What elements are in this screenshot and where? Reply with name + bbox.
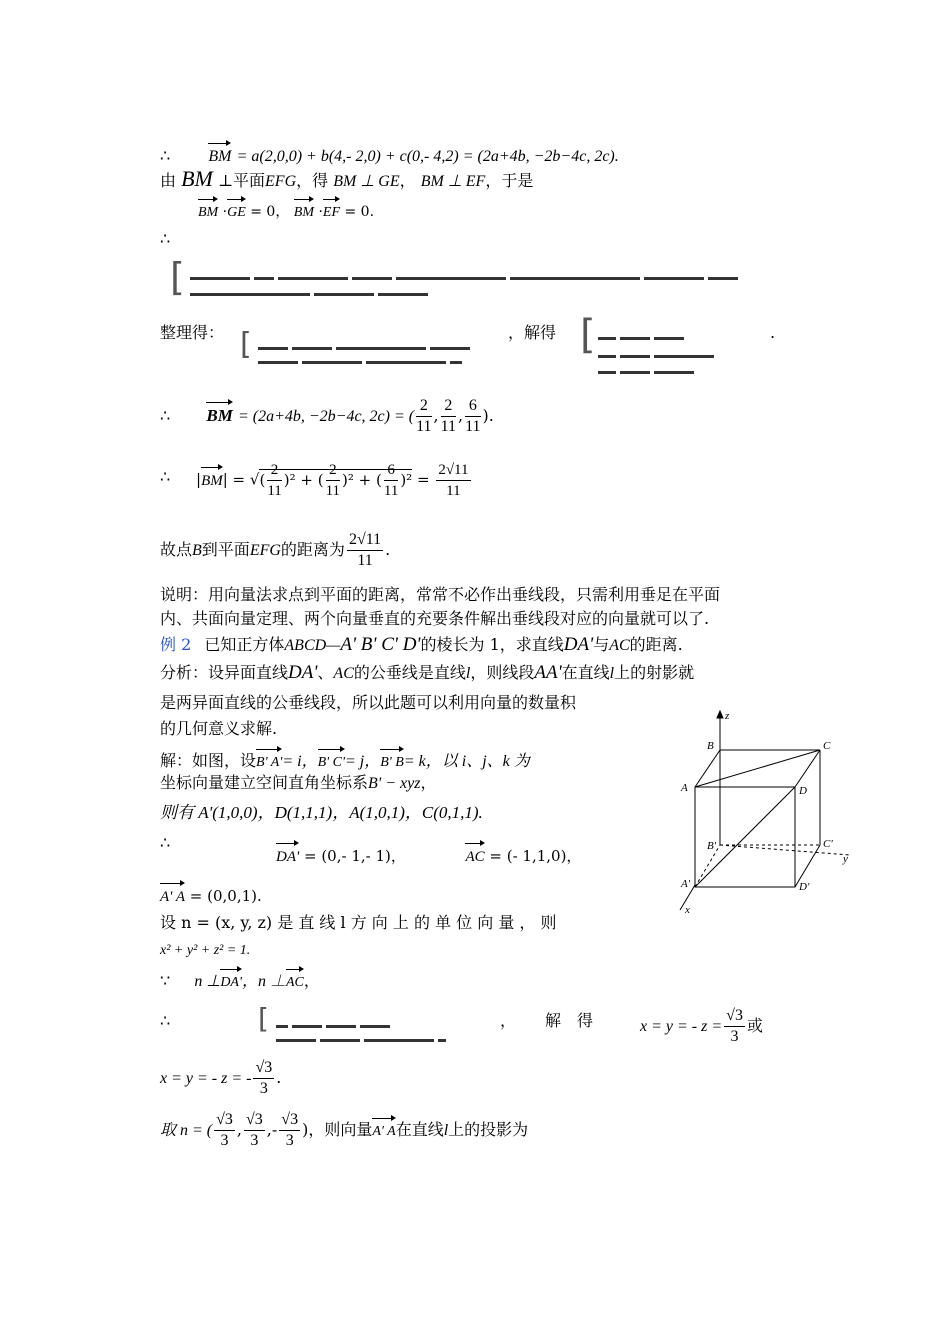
text-or: 或 — [746, 1016, 763, 1035]
vector-bm: BM — [206, 399, 232, 427]
text: 到平面 — [201, 540, 250, 559]
diagonal-ad — [695, 787, 795, 887]
label-d: D — [799, 785, 807, 797]
frac-den: 3 — [259, 1080, 268, 1097]
garbled-equation-system-row2 — [190, 284, 880, 303]
brace-left: [ — [170, 255, 185, 299]
vector-bm: BM — [294, 196, 314, 224]
distance-conclusion — [160, 530, 390, 571]
frac-num: 2 — [416, 396, 431, 417]
formula-bm-decomposition — [160, 140, 619, 168]
text-plane: 平面 — [233, 171, 266, 190]
vector-aa: A' A — [160, 880, 185, 908]
text: ，则线段 — [470, 663, 535, 682]
frac-den: 11 — [357, 552, 373, 569]
brace-left: [ — [258, 1002, 269, 1035]
text: 的公垂线是直线 — [353, 663, 466, 682]
text: 故点 — [160, 540, 193, 559]
vector-ba: B' A' — [256, 746, 282, 774]
solution-line-2 — [160, 772, 436, 795]
dot-op: · — [318, 204, 323, 220]
text: ,- — [266, 1120, 278, 1139]
comma: ， — [500, 1011, 517, 1030]
ac-value: = (- 1,1,0)， — [489, 847, 582, 865]
vector-ac: AC — [465, 840, 484, 868]
close-paren: ). — [482, 406, 494, 425]
frac-den: 11 — [325, 483, 341, 499]
therefore-symbol: ∴ — [160, 467, 171, 486]
line-ac: AC — [609, 637, 630, 654]
vector-ef: EF — [323, 196, 340, 224]
frac-den: 3 — [220, 1132, 229, 1149]
eq-k: = k，以 i、j、k 为 — [403, 753, 530, 770]
eq-j: = j， — [345, 753, 381, 770]
therefore-symbol: ∴ — [160, 229, 171, 248]
line-da: DA' — [563, 634, 594, 655]
frac-num: 2 — [441, 396, 456, 417]
example-label: 例 2 — [160, 635, 192, 654]
comma: ， — [399, 171, 416, 190]
solution-x-eq-neg — [160, 1058, 281, 1099]
plane-efg: EFG — [265, 173, 297, 190]
text: n ⊥ — [194, 973, 221, 990]
text: 已知正方体 — [204, 635, 285, 654]
frac-den: 11 — [383, 483, 399, 499]
text: ， — [303, 971, 320, 990]
text-so: ，于是 — [485, 171, 534, 190]
garbled-n-system-row2 — [276, 1030, 450, 1049]
vector-da: DA' — [276, 840, 299, 868]
text: ，n ⊥ — [241, 973, 286, 990]
text: 取 n = ( — [160, 1122, 213, 1139]
text: 与 — [593, 635, 610, 654]
label-y: y — [843, 853, 848, 865]
frac-den: 11 — [267, 483, 282, 499]
note-line-1: 说明：用向量法求点到平面的距离，常常不必作出垂线段，只需利用垂足在平面 — [160, 585, 721, 604]
line-l: l — [465, 665, 471, 682]
therefore-symbol: ∴ — [160, 1011, 171, 1030]
bm-magnitude — [160, 466, 170, 488]
frac-num: √3 — [724, 1006, 745, 1027]
solution-coordinates: 则有 A'(1,0,0)，D(1,1,1)，A(1,0,1)，C(0,1,1). — [160, 803, 483, 822]
frac-num: 6 — [384, 460, 398, 481]
frac-den: 11 — [446, 483, 461, 499]
frac-num: 2√11 — [347, 530, 383, 551]
take-n-line: 取 n = ( $\frac{√3}{3}$ , $\frac{√3}{3}$ ,- $\frac{√3}{3}$ )，则向量A' A在直线l上的投影为 — [160, 1111, 529, 1149]
cube-figure — [665, 705, 865, 925]
frac-num: √3 — [214, 1110, 235, 1131]
period: . — [276, 1068, 282, 1087]
dot-product-zero — [198, 196, 374, 224]
frac-den: 11 — [465, 418, 481, 435]
bm-magnitude-formula: |BM| = √( $\frac{2}{11}$ )² + ( $\frac{2}{11}$ )² + ( $\frac{6}{11}$ )² = $\frac{2√11}{11}$ — [196, 462, 469, 499]
bm-perp-ge: BM ⊥ GE — [333, 173, 400, 190]
period: . — [385, 540, 391, 559]
bm-perp-ef: BM ⊥ EF — [420, 173, 486, 190]
frac-num: 2 — [326, 460, 340, 481]
frac-den: 3 — [730, 1028, 739, 1045]
text-simplify: 整理得： — [160, 323, 225, 342]
bm-result: ∴ BM = (2a+4b, −2b−4c, 2c) = ( $\frac{2}{11}$ , $\frac{2}{11}$ , $\frac{6}{11}$ ). — [160, 397, 494, 435]
line-da: DA' — [288, 662, 318, 683]
frac-den: 11 — [416, 418, 432, 435]
text-solve: ，解得 — [508, 323, 557, 342]
perp-symbol: ⊥ — [217, 171, 234, 190]
label-ap: A' — [681, 878, 691, 890]
line-l: l — [609, 665, 615, 682]
bm-large: BM — [181, 166, 213, 191]
example-2-statement — [160, 634, 683, 657]
vector-bm: BM — [208, 140, 231, 168]
text: )，则向量 — [302, 1120, 373, 1139]
z-arrow — [717, 711, 723, 718]
perpendicular-statement — [160, 168, 533, 193]
text: 在直线 — [561, 663, 610, 682]
text: 的距离为 — [280, 540, 345, 559]
frac-num: √3 — [253, 1058, 274, 1079]
frac-num: √3 — [244, 1110, 265, 1131]
label-x: x — [685, 904, 690, 916]
text: 坐标向量建立空间直角坐标系 — [160, 773, 369, 792]
analysis-line-3: 的几何意义求解. — [160, 719, 278, 738]
vector-bb: B' B — [380, 746, 404, 774]
because-symbol: ∵ — [160, 971, 171, 990]
period: . — [770, 323, 776, 342]
eq-i: = i， — [282, 753, 318, 770]
therefore-symbol: ∴ — [160, 406, 171, 425]
frac-den: 11 — [440, 418, 457, 435]
line-l: l — [443, 1122, 449, 1139]
label-b: B — [707, 740, 714, 752]
text: 上的投影为 — [448, 1120, 529, 1139]
garbled-solution-row3 — [598, 362, 698, 381]
label-cp: C' — [823, 838, 833, 850]
vector-ge: GE — [227, 196, 246, 224]
label-dp: D' — [799, 881, 810, 893]
garbled-simplified-system-row2 — [258, 352, 466, 371]
label-bp: B' — [707, 840, 717, 852]
vector-bm: BM — [198, 196, 218, 224]
label-a: A — [681, 782, 688, 794]
therefore-symbol: ∴ — [160, 146, 171, 165]
vector-bm: BM — [201, 464, 223, 492]
diagonal-ac — [695, 750, 820, 787]
label-z: z — [725, 710, 730, 722]
frac-den: 3 — [285, 1132, 294, 1149]
bm-expression: = a(2,0,0) + b(4,- 2,0) + c(0,- 4,2) = (2a+4b, −2b−4c, 2c). — [236, 148, 619, 165]
cube-prime: A' B' C' D' — [340, 634, 421, 655]
text: 上的射影就 — [614, 663, 695, 682]
edge-ab — [695, 750, 720, 787]
unit-vector-statement: 设 n = (x, y, z) 是 直 线 l 方 向 上 的 单 位 向 量 ， 则 — [160, 913, 557, 932]
solution-line-1 — [160, 746, 530, 774]
point-b: B — [192, 542, 202, 559]
garbled-solution — [598, 328, 688, 347]
text-you: 由 — [160, 171, 177, 190]
text: 、 — [317, 663, 334, 682]
perp-conditions — [160, 966, 320, 994]
label-c: C — [823, 740, 831, 752]
coord-system: B' − xyz — [368, 775, 421, 792]
brace-left: [ — [240, 327, 252, 362]
line-ac: AC — [333, 665, 354, 682]
vector-da: DA' — [220, 966, 242, 994]
edge-dc — [795, 750, 820, 787]
solution-x-eq — [640, 1006, 763, 1047]
vector-da-ac — [276, 840, 581, 868]
vector-bc: B' C' — [318, 746, 345, 774]
frac-num: 6 — [465, 396, 480, 417]
text-solve: 解 得 — [545, 1011, 594, 1030]
vector-aa — [160, 880, 262, 908]
unit-length-equation: x² + y² + z² = 1. — [160, 943, 251, 958]
text: 分析：设异面直线 — [160, 663, 289, 682]
da-value: = (0,- 1,- 1)， — [303, 847, 406, 865]
text: 的距离. — [629, 635, 683, 654]
eq: x = y = - z = - — [160, 1070, 252, 1087]
eq-zero: = 0， — [250, 204, 290, 220]
cube-abcd: ABCD— — [284, 637, 341, 654]
vector-ac: AC — [286, 966, 304, 994]
frac-den: 3 — [250, 1132, 259, 1149]
dot-op: · — [222, 204, 228, 220]
frac-num: 2√11 — [436, 460, 470, 481]
plane-efg: EFG — [249, 542, 281, 559]
aa-value: = (0,0,1). — [189, 887, 262, 905]
frac-num: 2 — [267, 460, 281, 481]
text: 解：如图，设 — [160, 751, 257, 770]
analysis-line-1 — [160, 662, 694, 685]
text-get: ，得 — [296, 171, 329, 190]
analysis-line-2: 是两异面直线的公垂线段，所以此题可以利用向量的数量积 — [160, 693, 577, 712]
brace-left: [ — [580, 312, 596, 358]
therefore-symbol: ∴ — [160, 833, 171, 852]
bm-expression: = (2a+4b, −2b−4c, 2c) = ( — [237, 408, 415, 425]
simplify-line — [160, 322, 224, 344]
note-line-2: 内、共面向量定理、两个向量垂直的充要条件解出垂线段对应的向量就可以了. — [160, 609, 710, 628]
segment-aa: AA' — [534, 662, 562, 683]
text: 的棱长为 1，求直线 — [420, 635, 564, 654]
frac-num: √3 — [279, 1110, 300, 1131]
eq-zero: = 0. — [344, 204, 375, 220]
eq: x = y = - z = — [640, 1018, 723, 1035]
text: ， — [420, 773, 437, 792]
vector-aa: A' A — [372, 1115, 395, 1143]
text: 在直线 — [395, 1120, 444, 1139]
